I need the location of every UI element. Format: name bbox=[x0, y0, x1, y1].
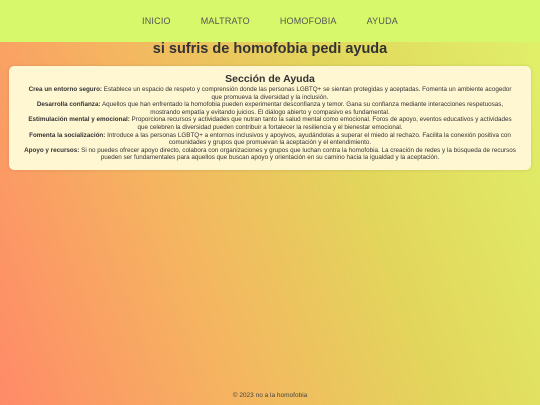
page-footer: © 2023 no a la homofobia bbox=[232, 392, 308, 399]
help-item-mental-emotional bbox=[23, 116, 517, 131]
help-item-support-resources bbox=[23, 147, 517, 162]
nav-link-inicio[interactable]: INICIO bbox=[142, 16, 171, 26]
nav-link-homofobia[interactable]: HOMOFOBIA bbox=[279, 16, 337, 26]
help-item-text: Establece un espacio de respeto y comprensión donde las personas LGBTQ+ se sientan protegidas y aceptadas. Fomenta un ambiente acogedor que promueva la diversidad y la inclusión. bbox=[102, 86, 512, 101]
page-title: si sufris de homofobia pedi ayuda bbox=[152, 41, 388, 57]
help-item-text: Si no puedes ofrecer apoyo directo, colabora con organizaciones y grupos que luchan contra la homofobia. La creación de redes y la búsqueda de recursos pueden ser fundamentales para aquellos que buscan apoyo y orientación en su camino hacia la igualdad y la aceptación. bbox=[79, 146, 516, 162]
help-item-socialization bbox=[23, 132, 517, 147]
help-section-card bbox=[9, 66, 531, 170]
help-item-text: Introduce a las personas LGBTQ+ a entornos inclusivos y apoyivos, ayudándolas a superar el miedo al rechazo. Facilita la conexión positiva con comunidades y grupos que promuevan la aceptación y el entendimiento. bbox=[105, 131, 511, 147]
help-item-term: Desarrolla confianza: bbox=[36, 101, 101, 109]
help-item-term: Crea un entorno seguro: bbox=[28, 86, 103, 93]
help-section-heading: Sección de Ayuda bbox=[225, 73, 315, 85]
help-item-term: Apoyo y recursos: bbox=[24, 146, 80, 154]
help-item-build-trust bbox=[23, 101, 517, 116]
help-item-text: Proporciona recursos y actividades que nutran tanto la salud mental como emocional. Foros de apoyo, eventos educativos y actividades que celebren la diversidad pueden contribuir a fortalecer la resiliencia y el bienestar emocional. bbox=[129, 116, 512, 131]
help-item-text: Aquellos que han enfrentado la homofobia pueden experimentar desconfianza y temor. Gana su confianza mediante interacciones respetuosas, mostrando empatía y evitando juicios. El diálogo abierto y compasivo es fundamental. bbox=[100, 101, 504, 116]
help-item-term: Estimulación mental y emocional: bbox=[28, 116, 130, 124]
top-navigation-bar bbox=[0, 0, 540, 42]
help-item-safe-environment bbox=[23, 86, 517, 101]
nav-link-ayuda[interactable]: AYUDA bbox=[366, 16, 398, 26]
help-item-term: Fomenta la socialización: bbox=[29, 131, 106, 139]
nav-link-maltrato[interactable]: MALTRATO bbox=[200, 16, 250, 26]
